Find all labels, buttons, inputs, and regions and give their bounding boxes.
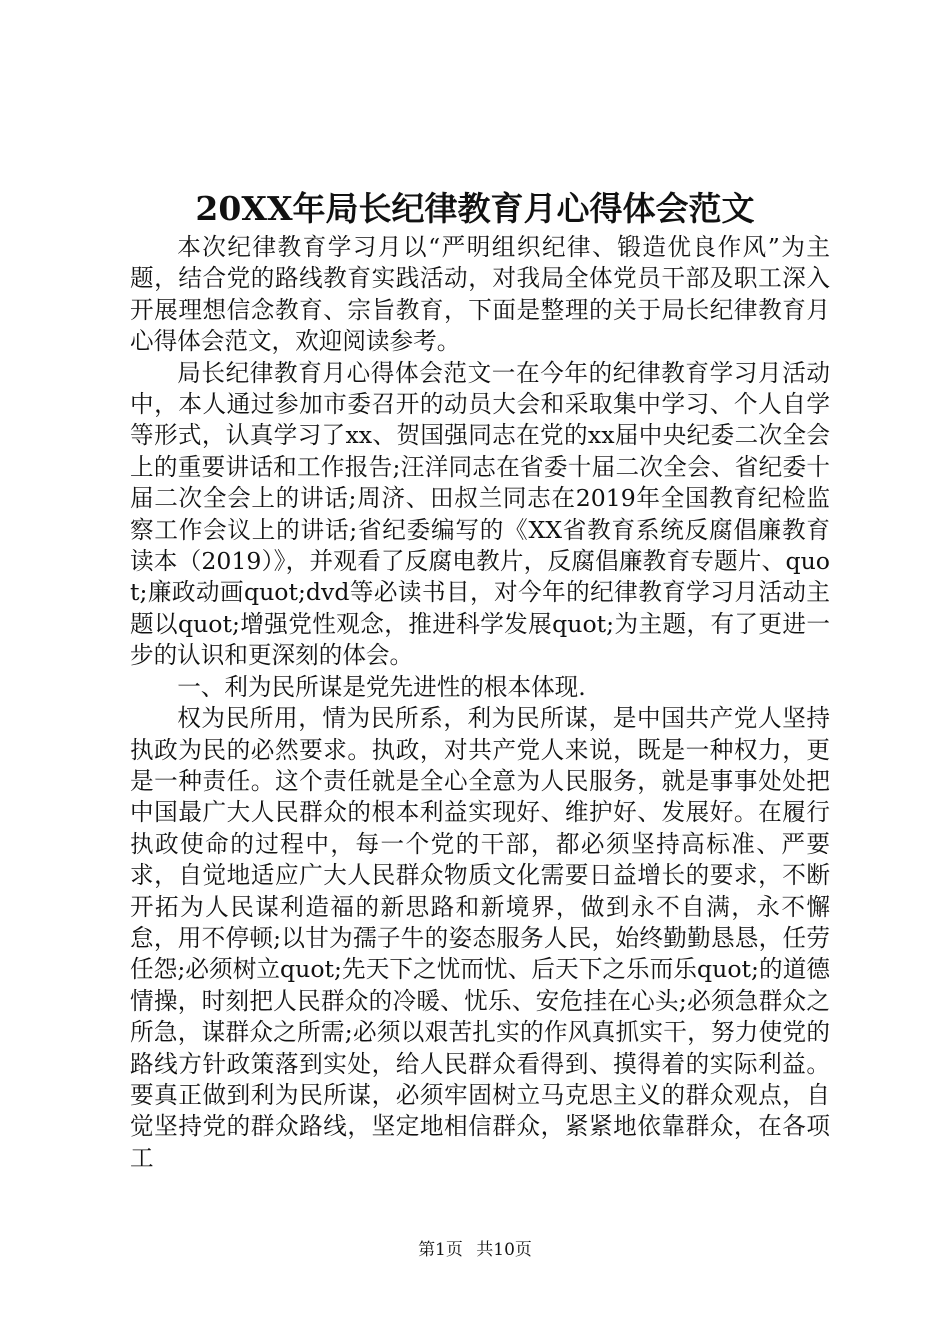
body-paragraph: 局长纪律教育月心得体会范文一在今年的纪律教育学习月活动中，本人通过参加市委召开的动员大会和采取集中学习、个人自学等形式，认真学习了xx、贺国强同志在党的xx届中央纪委二次全会上的重要讲话和工作报告;汪洋同志在省委十届二次全会、省纪委十届二次全会上的讲话;周济、田叔兰同志在2019年全国教育纪检监察工作会议上的讲话;省纪委编写的《XX省教育系统反腐倡廉教育读本（2019）》，并观看了反腐电教片，反腐倡廉教育专题片、quot;廉政动画quot;dvd等必读书目，对今年的纪律教育学习月活动主题以quot;增强党性观念，推进科学发展quot;为主题，有了更进一步的认识和更深刻的体会。 — [130, 358, 830, 670]
document-title: 20XX年局长纪律教育月心得体会范文 — [195, 189, 755, 228]
page-total: 共10页 — [476, 1240, 532, 1260]
body-paragraph: 权为民所用，情为民所系，利为民所谋，是中国共产党人坚持执政为民的必然要求。执政，对共产党人来说，既是一种权力，更是一种责任。这个责任就是全心全意为人民服务，就是事事处处把中国最广大人民群众的根本利益实现好、维护好、发展好。在履行执政使命的过程中，每一个党的干部，都必须坚持高标准、严要求，自觉地适应广大人民群众物质文化需要日益增长的要求，不断开拓为人民谋利造福的新思路和新境界，做到永不自满，永不懈怠，用不停顿;以甘为孺子牛的姿态服务人民，始终勤勤恳恳，任劳任怨;必须树立quot;先天下之忧而忧、后天下之乐而乐quot;的道德情操，时刻把人民群众的冷暖、忧乐、安危挂在心头;必须急群众之所急，谋群众之所需;必须以艰苦扎实的作风真抓实干，努力使党的路线方针政策落到实处，给人民群众看得到、摸得着的实际利益。要真正做到利为民所谋，必须牢固树立马克思主义的群众观点，自觉坚持党的群众路线，坚定地相信群众，紧紧地依靠群众，在各项工 — [130, 704, 830, 1172]
intro-paragraph: 本次纪律教育学习月以“严明组织纪律、锻造优良作风”为主题，结合党的路线教育实践活动，对我局全体党员干部及职工深入开展理想信念教育、宗旨教育，下面是整理的关于局长纪律教育月心得体会范文，欢迎阅读参考。 — [130, 233, 830, 356]
page-footer — [0, 1238, 950, 1262]
page-number: 第1页 — [418, 1240, 463, 1260]
section-heading: 一、利为民所谋是党先进性的根本体现. — [177, 672, 586, 701]
document-body — [130, 232, 830, 1174]
